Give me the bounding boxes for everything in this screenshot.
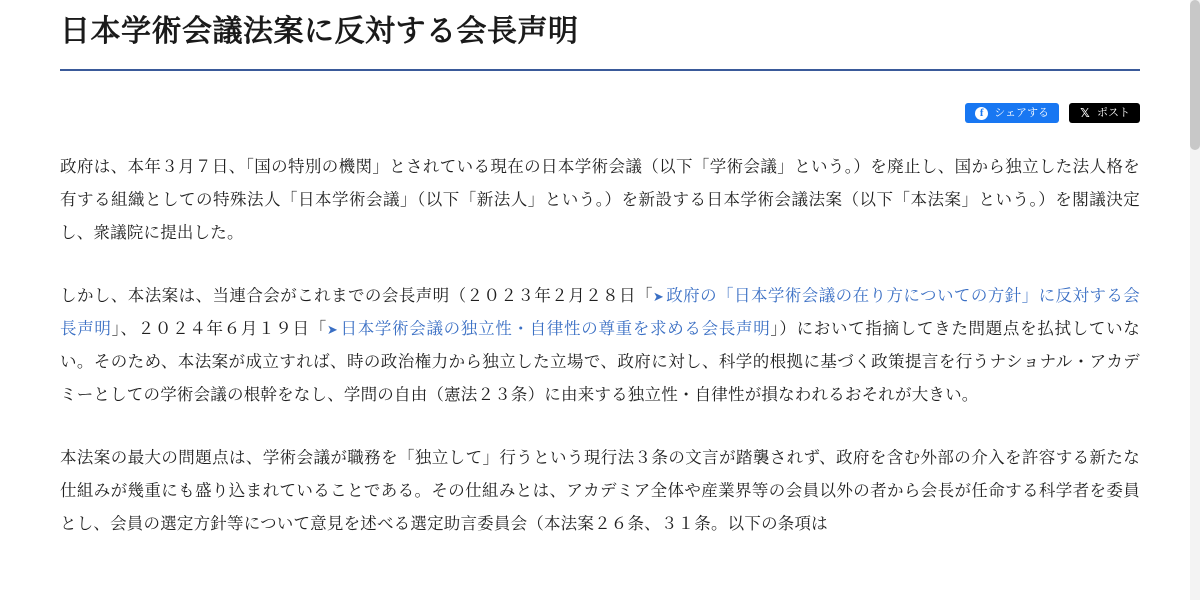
statement-link-2024[interactable]: 日本学術会議の独立性・自律性の尊重を求める会長声明 bbox=[340, 320, 771, 338]
statement-link-2023[interactable]: 政府の「日本学術会議の在り方についての方針」に反対する会長声明 bbox=[60, 287, 1140, 338]
share-facebook-button[interactable] bbox=[965, 103, 1059, 123]
paragraph-2 bbox=[60, 280, 1140, 412]
document-content bbox=[0, 0, 1200, 69]
share-buttons bbox=[0, 103, 1200, 123]
share-facebook-label: シェアする bbox=[994, 107, 1049, 119]
paragraph-3: 本法案の最大の問題点は、学術会議が職務を「独立して」行うという現行法３条の文言が踏襲されず、政府を含む外部の介入を許容する新たな仕組みが幾重にも盛り込まれていることである。その仕組みとは、アカデミア全体や産業界等の会員以外の者から会長が任命する科学者を委員とし、会員の選定方針等について意見を述べる選定助言委員会（本法案２６条、３１条。以下の条項は bbox=[60, 449, 1140, 533]
paragraph-2-text-b: 」、２０２４年６月１９日「 bbox=[111, 320, 327, 338]
link-arrow-icon: ➤ bbox=[652, 289, 664, 304]
document-body bbox=[0, 151, 1200, 541]
x-twitter-icon: 𝕏 bbox=[1080, 106, 1090, 120]
facebook-icon: f bbox=[975, 107, 988, 120]
scrollbar-thumb[interactable] bbox=[1190, 0, 1200, 150]
paragraph-2-text-c: 」）において指摘してきた問題点を払拭していない。そのため、本法案が成立すれば、時の政治権力から独立した立場で、政府に対し、科学的根拠に基づく政策提言を行うナショナル・アカデミーとしての学術会議の根幹をなし、学問の自由（憲法２３条）に由来する独立性・自律性が損なわれるおそれが大きい。 bbox=[60, 320, 1140, 404]
page-scrollbar[interactable] bbox=[1190, 0, 1200, 600]
share-x-label: ポスト bbox=[1097, 107, 1130, 119]
title-divider bbox=[60, 69, 1140, 71]
page-title: 日本学術会議法案に反対する会長声明 bbox=[60, 15, 579, 48]
share-x-button[interactable] bbox=[1069, 103, 1140, 123]
paragraph-2-text-a: しかし、本法案は、当連合会がこれまでの会長声明（２０２３年２月２８日「 bbox=[60, 287, 653, 305]
paragraph-1: 政府は、本年３月７日、「国の特別の機関」とされている現在の日本学術会議（以下「学術会議」という。）を廃止し、国から独立した法人格を有する組織としての特殊法人「日本学術会議」（以下「新法人」という。）を新設する日本学術会議法案（以下「本法案」という。）を閣議決定し、衆議院に提出した。 bbox=[60, 158, 1140, 242]
link-arrow-icon: ➤ bbox=[326, 322, 338, 337]
